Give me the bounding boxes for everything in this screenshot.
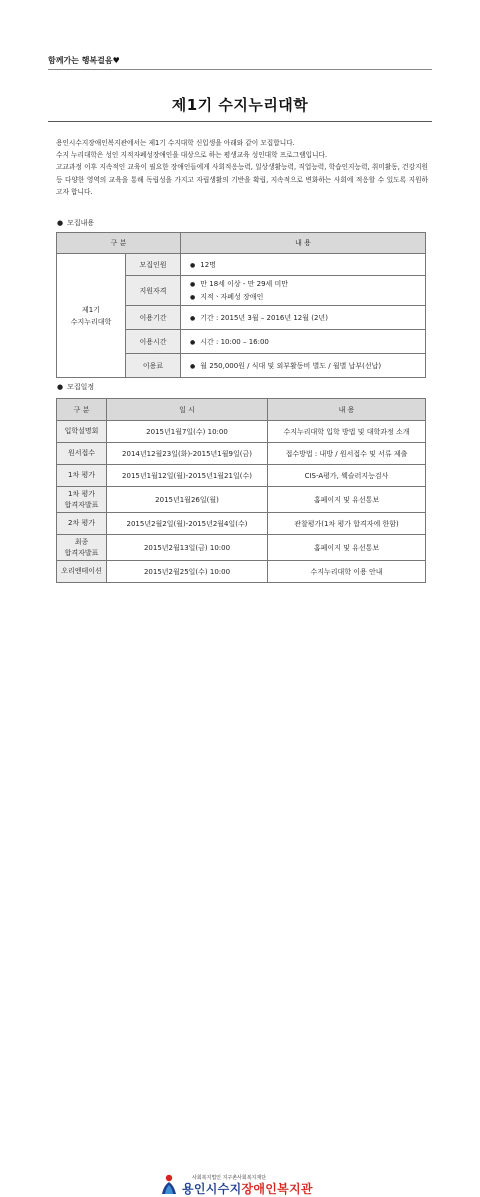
table-header-category: 구 분: [57, 233, 181, 254]
schedule-date: 2015년1월26일(월): [107, 487, 268, 513]
intro-paragraph: 고교과정 이후 지속적인 교육이 필요한 장애인들에게 사회적응능력, 일상생활능력, 직업능력, 학습인지능력, 취미활동, 건강지원 등 다양한 영역의 교육을 통해 독립성을 가지고 자립생활의 기반을 확립, 지속적으로 변화하는 사회에 적응할 수 있도록 지원하고자 합니다.: [56, 163, 428, 196]
row-value: [181, 354, 426, 378]
footer: [0, 585, 480, 1196]
header-tag: [48, 55, 120, 66]
page-title: 제1기 수지누리대학: [171, 96, 309, 114]
section-recruit-content: [57, 218, 94, 228]
bullet-icon: ●: [190, 338, 196, 346]
schedule-category: 입학설명회: [57, 421, 107, 443]
heart-icon: ♥: [112, 56, 120, 65]
schedule-content: 홈페이지 및 유선통보: [268, 535, 426, 561]
recruit-content-table: [56, 232, 426, 378]
organization-logo-icon: [160, 1173, 178, 1195]
table-row: [57, 535, 426, 561]
row-key: 이용시간: [126, 330, 181, 354]
footer-org-prefix: 용인시수지: [182, 1182, 242, 1196]
title-underline: [48, 121, 432, 122]
schedule-content: 접수방법 : 내방 / 원서접수 및 서류 제출: [268, 443, 426, 465]
row-value-line: [190, 291, 425, 304]
row-value-text: 지적ㆍ자폐성 장애인: [200, 292, 264, 301]
schedule-rows: [57, 421, 426, 583]
schedule-date: 2015년2월13일(금) 10:00: [107, 535, 268, 561]
table-header-content: 내 용: [268, 399, 426, 421]
header-tag-text: 함께가는 행복걸음: [48, 56, 113, 65]
bullet-icon: ●: [190, 293, 196, 301]
top-rule: [48, 69, 432, 70]
table-row: [57, 487, 426, 513]
schedule-category: 최종 합격자발표: [57, 535, 107, 561]
row-value: [181, 276, 426, 306]
bullet-icon: ●: [57, 383, 64, 391]
schedule-content: 수지누리대학 입학 방법 및 대학과정 소개: [268, 421, 426, 443]
row-value: [181, 306, 426, 330]
schedule-date: 2015년1월12일(월)-2015년1월21일(수): [107, 465, 268, 487]
table-header-row: [57, 233, 426, 254]
intro-text: [56, 137, 428, 198]
table-row: [57, 421, 426, 443]
schedule-content: 관찰평가(1차 평가 합격자에 한함): [268, 513, 426, 535]
footer-org-suffix: 장애인복지관: [241, 1182, 313, 1196]
row-key: 이용기간: [126, 306, 181, 330]
footer-foundation: 사회복지법인 지구촌사회복지재단: [192, 1175, 267, 1181]
schedule-date: 2015년2월2일(월)-2015년2월4일(수): [107, 513, 268, 535]
row-value-text: 기간 : 2015년 3월 – 2016년 12월 (2년): [200, 313, 328, 322]
schedule-category: 원서접수: [57, 443, 107, 465]
bullet-icon: ●: [57, 219, 64, 227]
table-row: [57, 443, 426, 465]
schedule-category: 1차 평가: [57, 465, 107, 487]
table-header-row: [57, 399, 426, 421]
row-value-text: 만 18세 이상 - 만 29세 미만: [200, 279, 289, 288]
footer-org-name: [182, 1180, 313, 1197]
bullet-icon: ●: [190, 314, 196, 322]
program-name: [57, 254, 126, 378]
table-row: [57, 513, 426, 535]
row-key: 이용료: [126, 354, 181, 378]
table-row: [57, 465, 426, 487]
recruit-schedule-table: [56, 398, 426, 583]
row-value-line: [190, 278, 425, 291]
section-recruit-schedule: [57, 382, 94, 392]
table-header-category: 구 분: [57, 399, 107, 421]
schedule-category: 2차 평가: [57, 513, 107, 535]
table-header-content: 내 용: [181, 233, 426, 254]
schedule-content: CIS-A평가, 웩슬러지능검사: [268, 465, 426, 487]
schedule-date: 2014년12월23일(화)-2015년1월9일(금): [107, 443, 268, 465]
row-key: 지원자격: [126, 276, 181, 306]
schedule-content: 홈페이지 및 유선통보: [268, 487, 426, 513]
intro-paragraph: 용인시수지장애인복지관에서는 제1기 수지대학 신입생을 아래와 같이 모집합니다.: [56, 139, 295, 147]
table-header-date: 일 시: [107, 399, 268, 421]
section-label: 모집내용: [67, 219, 95, 227]
row-value-text: 월 250,000원 / 식대 및 외부활동비 별도 / 월별 납부(선납): [200, 361, 382, 370]
schedule-date: 2015년2월25일(수) 10:00: [107, 561, 268, 583]
bullet-icon: ●: [190, 362, 196, 370]
schedule-content: 수지누리대학 이용 안내: [268, 561, 426, 583]
schedule-category: 오리엔테이션: [57, 561, 107, 583]
intro-paragraph: 수지 누리대학은 성인 지적자폐성장애인을 대상으로 하는 평생교육 성인대학 프로그램입니다.: [56, 151, 328, 160]
bullet-icon: ●: [190, 280, 196, 288]
row-value: [181, 330, 426, 354]
row-value-text: 12명: [200, 260, 216, 269]
schedule-category: 1차 평가 합격자발표: [57, 487, 107, 513]
table-row: [57, 254, 426, 276]
program-name-text: 제1기 수지누리대학: [70, 305, 112, 326]
schedule-date: 2015년1월7일(수) 10:00: [107, 421, 268, 443]
table-row: [57, 561, 426, 583]
section-label: 모집일정: [67, 383, 95, 391]
row-value: [181, 254, 426, 276]
row-key: 모집인원: [126, 254, 181, 276]
row-value-text: 시간 : 10:00 – 16:00: [200, 337, 269, 346]
bullet-icon: ●: [190, 261, 196, 269]
